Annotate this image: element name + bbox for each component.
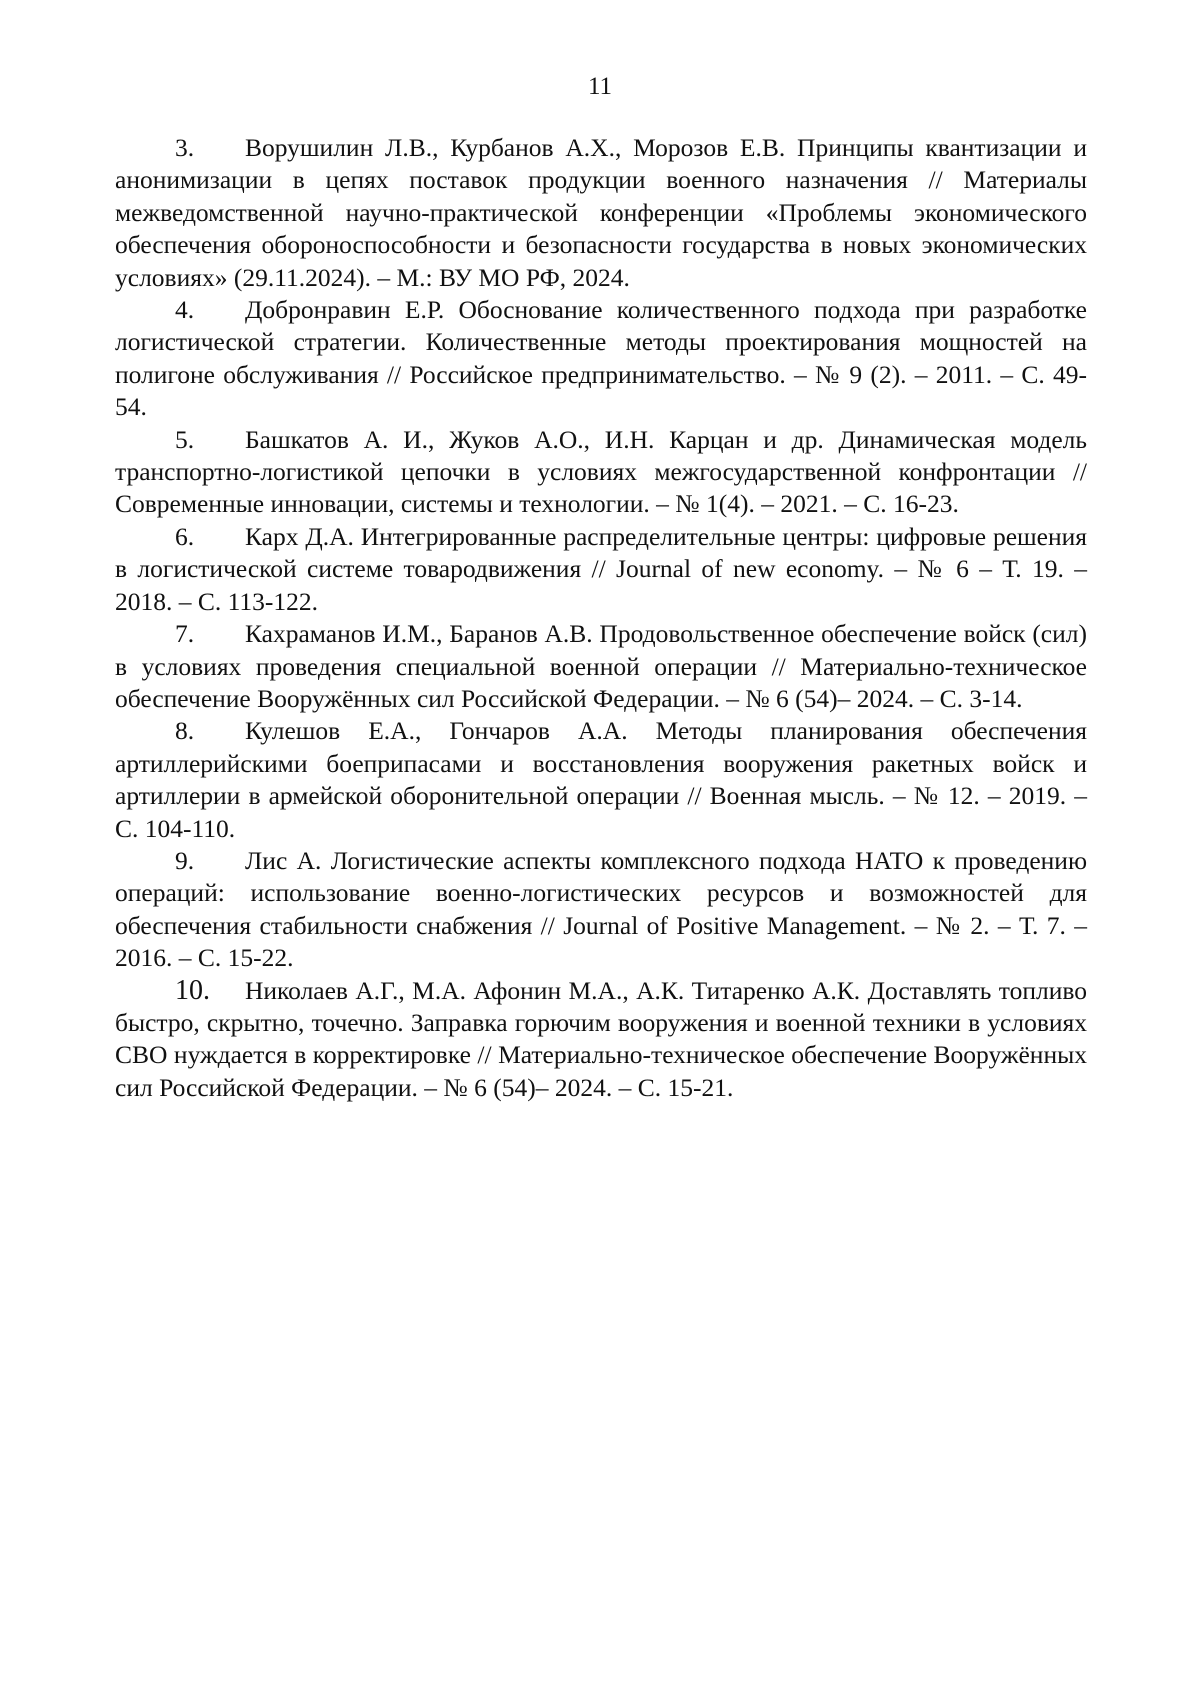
reference-text: Кулешов Е.А., Гончаров А.А. Методы планирования обеспечения артиллерийскими боеприпасами и восстановления вооружения ракетных войск и артиллерии в армейской оборонительной операции // Военная мысль. – № 12. – 2019. – С. 104-110.	[115, 716, 1087, 843]
reference-item	[115, 294, 1087, 424]
reference-item	[115, 845, 1087, 975]
reference-text: Карх Д.А. Интегрированные распределительные центры: цифровые решения в логистической системе товародвижения // Journal of new economy. – № 6 – Т. 19. – 2018. – С. 113-122.	[115, 521, 1087, 616]
reference-number: 4.	[175, 295, 195, 325]
reference-number: 10.	[175, 974, 210, 1006]
reference-text: Лис А. Логистические аспекты комплексного подхода НАТО к проведению операций: использование военно-логистических ресурсов и возможностей для обеспечения стабильности снабжения // Journal of Positive Management. – № 2. – Т. 7. – 2016. – С. 15-22.	[115, 845, 1087, 973]
reference-number: 5.	[175, 424, 195, 454]
reference-text: Башкатов А. И., Жуков А.О., И.Н. Карцан и др. Динамическая модель транспортно-логистикой цепочки в условиях межгосударственной конфронтации // Современные инновации, системы и технологии. – № 1(4). – 2021. – С. 16-23.	[115, 424, 1087, 519]
reference-number: 6.	[175, 521, 195, 551]
reference-text: Кахраманов И.М., Баранов А.В. Продовольственное обеспечение войск (сил) в условиях проведения специальной военной операции // Материально-техническое обеспечение Вооружённых сил Российской Федерации. – № 6 (54)– 2024. – С. 3-14.	[115, 619, 1087, 713]
reference-item	[115, 715, 1087, 845]
reference-number: 9.	[175, 845, 195, 875]
reference-item	[115, 521, 1087, 618]
reference-number: 3.	[175, 133, 195, 162]
reference-item	[115, 132, 1087, 294]
reference-item	[115, 618, 1087, 715]
reference-number: 7.	[175, 619, 195, 649]
reference-text: Николаев А.Г., М.А. Афонин М.А., А.К. Титаренко А.К. Доставлять топливо быстро, скрытно, точечно. Заправка горючим вооружения и военной техники в условиях СВО нуждается в корректировке // Материально-техническое обеспечение Вооружённых сил Российской Федерации. – № 6 (54)– 2024. – С. 15-21.	[115, 975, 1087, 1102]
reference-item	[115, 424, 1087, 521]
reference-text: Ворушилин Л.В., Курбанов А.Х., Морозов Е.В. Принципы квантизации и анонимизации в цепях поставок продукции военного назначения // Материалы межведомственной научно-практической конференции «Проблемы экономического обеспечения обороноспособности и безопасности государства в новых экономических условиях» (29.11.2024). – М.: ВУ МО РФ, 2024.	[115, 133, 1087, 292]
reference-list	[115, 132, 1087, 1104]
reference-number: 8.	[175, 716, 195, 746]
page-number: 11	[587, 73, 613, 100]
reference-item	[115, 975, 1087, 1105]
reference-text: Добронравин Е.Р. Обоснование количественного подхода при разработке логистической стратегии. Количественные методы проектирования мощностей на полигоне обслуживания // Российское предпринимательство. – № 9 (2). – 2011. – С. 49-54.	[115, 295, 1087, 422]
